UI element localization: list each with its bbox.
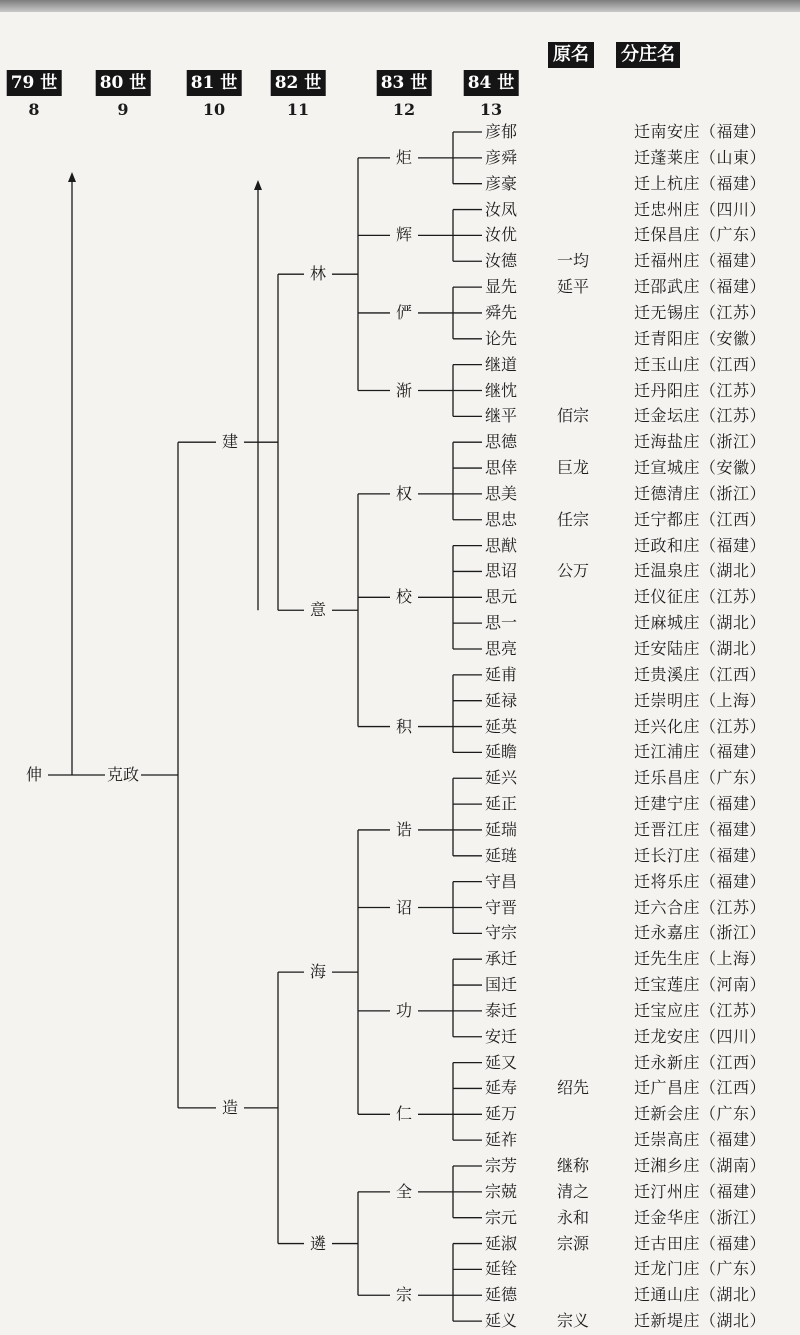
person-name: 守宗 bbox=[485, 923, 518, 943]
ancestor-name: 积 bbox=[395, 716, 413, 736]
person-name: 国迁 bbox=[485, 975, 518, 995]
person-name: 安迁 bbox=[485, 1026, 518, 1046]
person-name: 汝凤 bbox=[485, 199, 518, 219]
branch-name: 迁永新庄（江西） bbox=[634, 1052, 767, 1072]
branch-name: 迁丹阳庄（江苏） bbox=[634, 380, 767, 400]
person-name: 汝德 bbox=[485, 251, 518, 271]
branch-name: 迁晋江庄（福建） bbox=[634, 819, 767, 839]
branch-name: 迁新会庄（广东） bbox=[634, 1104, 767, 1124]
ancestor-name: 校 bbox=[395, 587, 413, 607]
branch-name: 迁龙安庄（四川） bbox=[634, 1026, 767, 1046]
ancestor-name: 建 bbox=[221, 432, 239, 452]
ancestor-name: 克政 bbox=[106, 765, 140, 785]
branch-name: 迁宝应庄（江苏） bbox=[634, 1000, 767, 1020]
ancestor-name: 诏 bbox=[395, 897, 413, 917]
branch-name: 迁蓬莱庄（山東） bbox=[634, 147, 767, 167]
branch-name: 迁崇明庄（上海） bbox=[634, 690, 767, 710]
person-name: 延淑 bbox=[485, 1233, 518, 1253]
person-name: 延德 bbox=[485, 1285, 518, 1305]
person-name: 汝优 bbox=[485, 225, 518, 245]
generation-header: 81 世 bbox=[187, 70, 242, 96]
branch-name: 迁龙门庄（广东） bbox=[634, 1259, 767, 1279]
original-name-header: 原名 bbox=[548, 42, 594, 68]
original-name: 任宗 bbox=[557, 509, 590, 529]
branch-name: 迁长汀庄（福建） bbox=[634, 845, 767, 865]
person-name: 继道 bbox=[485, 354, 518, 374]
branch-name: 迁南安庄（福建） bbox=[634, 122, 767, 141]
branch-name: 迁先生庄（上海） bbox=[634, 949, 767, 969]
original-name: 宗义 bbox=[557, 1311, 590, 1331]
person-name: 继忱 bbox=[485, 380, 518, 400]
person-name: 延寿 bbox=[485, 1078, 518, 1098]
ancestor-name: 仁 bbox=[395, 1104, 413, 1124]
branch-name: 迁麻城庄（湖北） bbox=[634, 613, 767, 633]
person-name: 延又 bbox=[485, 1052, 518, 1072]
branch-name: 迁忠州庄（四川） bbox=[634, 199, 767, 219]
person-name: 延铨 bbox=[485, 1259, 518, 1279]
generation-number: 9 bbox=[117, 100, 129, 119]
branch-name-header: 分庄名 bbox=[616, 42, 680, 68]
branch-name: 迁安陆庄（湖北） bbox=[634, 639, 767, 658]
branch-name: 迁通山庄（湖北） bbox=[634, 1285, 767, 1305]
branch-name: 迁宝莲庄（河南） bbox=[634, 975, 767, 995]
person-name: 宗兢 bbox=[485, 1181, 518, 1201]
generation-number: 13 bbox=[479, 100, 503, 119]
branch-name: 迁六合庄（江苏） bbox=[634, 897, 767, 917]
branch-name: 迁玉山庄（江西） bbox=[634, 354, 767, 374]
person-name: 延禄 bbox=[485, 690, 518, 710]
person-name: 思猷 bbox=[485, 535, 518, 555]
ancestor-name: 功 bbox=[395, 1000, 413, 1020]
generation-number: 12 bbox=[392, 100, 416, 119]
branch-name: 迁永嘉庄（浙江） bbox=[634, 923, 767, 943]
person-name: 延义 bbox=[485, 1311, 518, 1331]
person-name: 延英 bbox=[485, 716, 518, 736]
branch-name: 迁江浦庄（福建） bbox=[634, 742, 767, 762]
person-name: 延兴 bbox=[485, 768, 518, 788]
original-name: 巨龙 bbox=[557, 458, 590, 478]
person-name: 延瑞 bbox=[485, 819, 518, 839]
person-name: 继平 bbox=[485, 406, 518, 426]
original-name: 一均 bbox=[557, 251, 590, 271]
original-name: 佰宗 bbox=[557, 406, 590, 426]
up-arrow-icon bbox=[254, 180, 262, 190]
branch-name: 迁贵溪庄（江西） bbox=[634, 664, 767, 684]
person-name: 承迁 bbox=[485, 949, 518, 969]
branch-name: 迁宣城庄（安徽） bbox=[634, 458, 767, 478]
branch-name: 迁德清庄（浙江） bbox=[634, 483, 767, 503]
branch-name: 迁政和庄（福建） bbox=[634, 535, 767, 555]
branch-name: 迁崇高庄（福建） bbox=[634, 1130, 767, 1150]
branch-name: 迁仪征庄（江苏） bbox=[634, 587, 767, 607]
generation-header: 82 世 bbox=[271, 70, 326, 96]
person-name: 延正 bbox=[485, 794, 518, 814]
person-name: 彦舜 bbox=[485, 147, 518, 167]
branch-name: 迁古田庄（福建） bbox=[634, 1233, 767, 1253]
person-name: 泰迁 bbox=[485, 1000, 518, 1020]
person-name: 思一 bbox=[485, 613, 518, 633]
person-name: 显先 bbox=[485, 277, 518, 297]
generation-header: 79 世 bbox=[7, 70, 62, 96]
branch-name: 迁邵武庄（福建） bbox=[634, 277, 767, 297]
generation-header: 80 世 bbox=[96, 70, 151, 96]
generation-number: 10 bbox=[202, 100, 226, 119]
ancestor-name: 渐 bbox=[395, 380, 413, 400]
ancestor-name: 全 bbox=[395, 1181, 413, 1201]
person-name: 思倖 bbox=[485, 458, 518, 478]
person-name: 思亮 bbox=[485, 639, 518, 658]
person-name: 延琏 bbox=[485, 845, 518, 865]
branch-name: 迁金华庄（浙江） bbox=[634, 1207, 767, 1227]
original-name: 延平 bbox=[557, 277, 590, 297]
original-name: 继称 bbox=[557, 1156, 590, 1175]
ancestor-name: 遴 bbox=[309, 1233, 327, 1253]
person-name: 彦豪 bbox=[485, 173, 518, 193]
branch-name: 迁兴化庄（江苏） bbox=[634, 716, 767, 736]
branch-name: 迁将乐庄（福建） bbox=[634, 871, 767, 891]
person-name: 宗元 bbox=[485, 1207, 518, 1227]
branch-name: 迁新堤庄（湖北） bbox=[634, 1311, 767, 1331]
generation-number: 8 bbox=[28, 100, 40, 119]
branch-name: 迁无锡庄（江苏） bbox=[634, 302, 767, 322]
person-name: 延万 bbox=[485, 1104, 518, 1124]
branch-name: 迁福州庄（福建） bbox=[634, 251, 767, 271]
person-name: 延瞻 bbox=[485, 742, 518, 762]
original-name: 清之 bbox=[557, 1181, 590, 1201]
branch-name: 迁青阳庄（安徽） bbox=[634, 328, 767, 348]
branch-name: 迁汀州庄（福建） bbox=[634, 1181, 767, 1201]
branch-name: 迁温泉庄（湖北） bbox=[634, 561, 767, 581]
branch-name: 迁金坛庄（江苏） bbox=[634, 406, 767, 426]
branch-name: 迁广昌庄（江西） bbox=[634, 1078, 767, 1098]
person-name: 宗芳 bbox=[485, 1156, 518, 1175]
branch-name: 迁上杭庄（福建） bbox=[634, 173, 767, 193]
ancestor-name: 海 bbox=[309, 962, 327, 982]
ancestor-name: 诰 bbox=[395, 819, 413, 839]
branch-name: 迁宁都庄（江西） bbox=[634, 509, 767, 529]
person-name: 守昌 bbox=[485, 871, 518, 891]
ancestor-name: 宗 bbox=[395, 1285, 413, 1305]
person-name: 延甫 bbox=[485, 664, 518, 684]
original-name: 公万 bbox=[557, 561, 590, 581]
person-name: 思元 bbox=[485, 587, 518, 607]
branch-name: 迁乐昌庄（广东） bbox=[634, 768, 767, 788]
original-name: 永和 bbox=[557, 1207, 590, 1227]
ancestor-name: 辉 bbox=[395, 225, 413, 245]
original-name: 宗源 bbox=[557, 1233, 590, 1253]
ancestor-name: 权 bbox=[395, 483, 413, 503]
ancestor-name: 俨 bbox=[395, 302, 413, 322]
original-name: 绍先 bbox=[557, 1078, 590, 1098]
ancestor-name: 林 bbox=[309, 264, 327, 284]
person-name: 延祚 bbox=[485, 1130, 518, 1150]
person-name: 彦郁 bbox=[485, 122, 518, 141]
ancestor-name: 炬 bbox=[395, 147, 413, 167]
generation-header: 84 世 bbox=[464, 70, 519, 96]
person-name: 思诏 bbox=[485, 561, 518, 581]
person-name: 思美 bbox=[485, 483, 518, 503]
person-name: 思德 bbox=[485, 432, 518, 452]
person-name: 论先 bbox=[485, 328, 518, 348]
ancestor-name: 伸 bbox=[25, 765, 43, 785]
generation-header: 83 世 bbox=[377, 70, 432, 96]
branch-name: 迁保昌庄（广东） bbox=[634, 225, 767, 245]
person-name: 舜先 bbox=[485, 302, 518, 322]
branch-name: 迁建宁庄（福建） bbox=[634, 794, 767, 814]
branch-name: 迁湘乡庄（湖南） bbox=[634, 1156, 767, 1175]
up-arrow-icon bbox=[68, 172, 76, 182]
person-name: 守晋 bbox=[485, 897, 518, 917]
generation-number: 11 bbox=[286, 100, 310, 119]
person-name: 思忠 bbox=[485, 509, 518, 529]
ancestor-name: 意 bbox=[309, 600, 327, 620]
ancestor-name: 造 bbox=[221, 1097, 239, 1117]
branch-name: 迁海盐庄（浙江） bbox=[634, 432, 767, 452]
